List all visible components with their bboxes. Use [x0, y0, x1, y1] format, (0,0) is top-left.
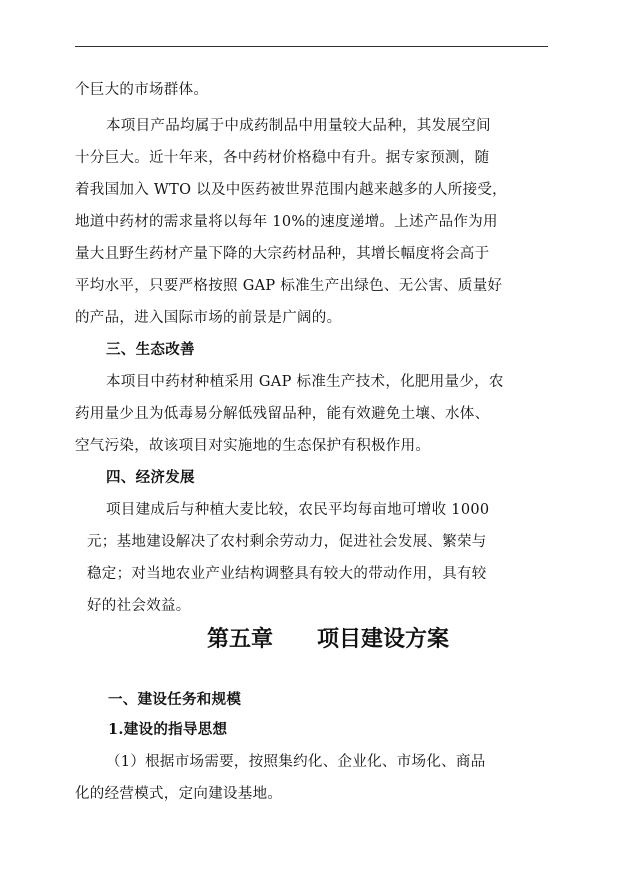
paragraph-line: 个巨大的市场群体。 — [75, 82, 209, 98]
paragraph-line: 药用量少且为低毒易分解低残留品种，能有效避免土壤、水体、 — [75, 406, 490, 422]
paragraph-line: 的产品，进入国际市场的前景是广阔的。 — [75, 310, 342, 326]
paragraph-line: 本项目中药材种植采用 GAP 标准生产技术，化肥用量少，农 — [106, 374, 504, 390]
paragraph-line: 项目建成后与种植大麦比较，农民平均每亩地可增收 1000 — [106, 502, 490, 518]
chapter-title — [207, 622, 449, 653]
chapter-number: 第五章 — [207, 626, 274, 652]
paragraph-line: 平均水平，只要严格按照 GAP 标准生产出绿色、无公害、质量好 — [75, 278, 503, 294]
subsection-heading: 1.建设的指导思想 — [108, 721, 228, 738]
paragraph-line: 着我国加入 WTO 以及中医药被世界范围内越来越多的人所接受， — [75, 182, 507, 198]
paragraph-line: 化的经营模式，定向建设基地。 — [75, 786, 283, 802]
paragraph-line: 空气污染，故该项目对实施地的生态保护有积极作用。 — [75, 438, 431, 454]
paragraph-line: 量大且野生药材产量下降的大宗药材品种，其增长幅度将会高于 — [75, 246, 490, 262]
paragraph-line: 稳定；对当地农业产业结构调整具有较大的带动作用，具有较 — [87, 566, 487, 582]
section-heading-ecology: 三、生态改善 — [106, 341, 195, 358]
paragraph-line: 十分巨大。近十年来，各中药材价格稳中有升。据专家预测，随 — [75, 150, 490, 166]
paragraph-line: 好的社会效益。 — [87, 598, 191, 614]
paragraph-line: 元；基地建设解决了农村剩余劳动力，促进社会发展、繁荣与 — [87, 534, 487, 550]
paragraph-line: 地道中药材的需求量将以每年 10%的速度递增。上述产品作为用 — [75, 214, 498, 230]
header-rule — [75, 46, 548, 47]
paragraph-line: 本项目产品均属于中成药制品中用量较大品种，其发展空间 — [106, 118, 491, 134]
paragraph-line: （1）根据市场需要，按照集约化、企业化、市场化、商品 — [106, 754, 486, 770]
chapter-name: 项目建设方案 — [317, 626, 450, 652]
section-heading-economy: 四、经济发展 — [106, 469, 195, 486]
section-heading-tasks: 一、建设任务和规模 — [108, 691, 242, 708]
